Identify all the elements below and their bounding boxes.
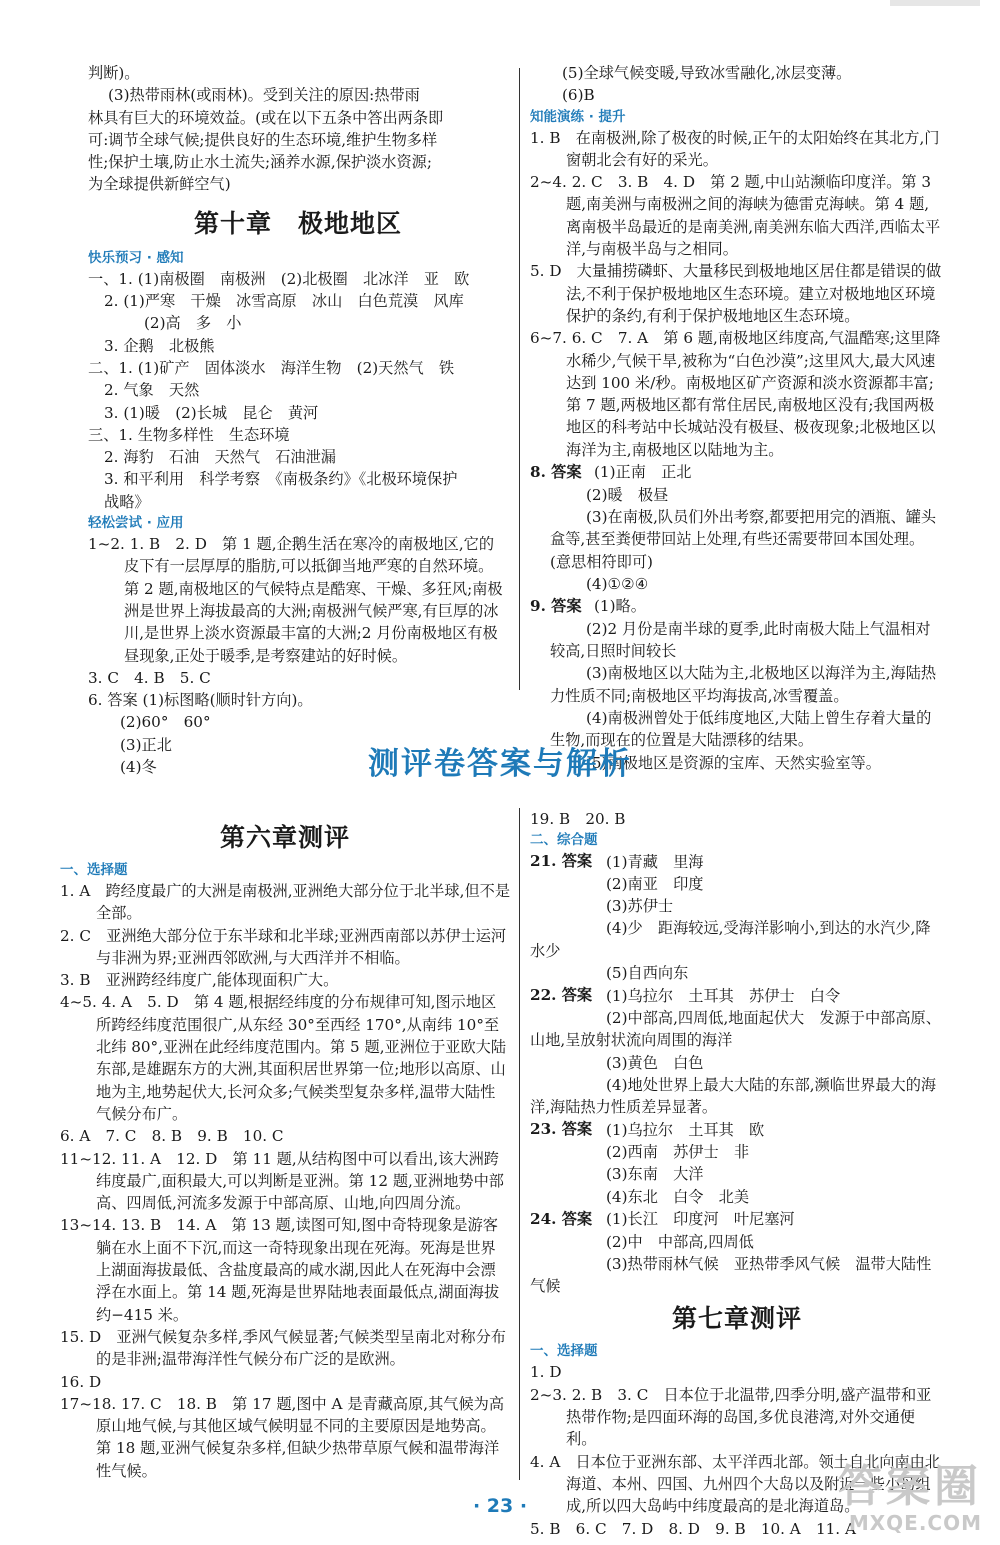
answer-label: 22. 答案 [530,986,593,1005]
section-heading: 一、选择题 [530,1343,598,1360]
text-line: (6)B [562,86,595,105]
answer-item: 2~3. 2. B 3. C 日本位于北温带,四季分明,盛产温带和亚热带作物;是四面环海的岛国,多优良港湾,对外交通便利。 [530,1385,932,1449]
watermark-url: MXQE.COM [848,1511,982,1535]
answer-line: (3)正北 [120,735,172,754]
answer-line: (2)中 中部高,四周低 [606,1232,754,1251]
answer-line: (4)冬 [120,758,157,777]
answer-line: (2)暖 极昼 [586,485,669,504]
chapter-title: 第十章 极地地区 [193,208,402,238]
section-heading: 一、选择题 [60,862,128,878]
text-line: (3)热带雨林(或雨林)。受到关注的原因:热带雨 [108,86,420,105]
answer-line: (3)东南 大洋 [606,1165,704,1184]
answer-line: (1)正南 正北 [594,463,692,482]
answer-item: 1. A 跨经度最广的大洲是南极洲,亚洲绝大部分位于北半球,但不是全部。 [60,882,511,923]
answer-item: 6~7. 6. C 7. A 第 6 题,南极地区纬度高,气温酷寒;这里降水稀少,气候干旱,被称为“白色沙漠”;这里风大,最大风速达到 100 米/秒。南极地区矿产资源和淡水资源都丰富;第 7 题,两极地区都有常住居民,南极地区没有;我国两极地区的科考站中长城站没有极昼、极夜现象;北极地区以海洋为主,南极地区以陆地为主。 [530,329,941,459]
section-title: 测评卷答案与解析 [368,746,632,782]
section-heading: 快乐预习 · 感知 [88,249,184,266]
answer-item: 5. D 大量捕捞磷虾、大量移民到极地地区居住都是错误的做法,不利于保护极地地区生态环境。建立对极地地区环境保护的条约,有利于保护极地地区生态环境。 [530,262,942,325]
column-divider [519,68,520,690]
answer-line: 2. 气象 天然 [104,381,200,400]
answer-item: 2~4. 2. C 3. B 4. D 第 2 题,中山站濒临印度洋。第 3 题,南美洲与南极洲之间的海峡为德雷克海峡。第 4 题,离南极半岛最近的是南美洲,南美洲东临大西洋,西临太平洋,与南极半岛与之相同。 [530,173,941,259]
answer-label: 21. 答案 [530,852,593,871]
watermark [838,1463,982,1535]
column-divider [519,808,520,1480]
answer-line: 3. (1)暖 (2)长城 昆仑 黄河 [104,403,319,422]
answer-line: (2)西南 苏伊士 非 [606,1143,750,1162]
text-line: (5)全球气候变暖,导致冰雪融化,冰层变薄。 [562,64,852,82]
answer-line: (3)黄色 白色 [606,1053,704,1072]
answer-line: (2)60° 60° [120,713,211,732]
top-right-column [530,62,944,774]
answer-item: 16. D [60,1372,102,1391]
answer-line: (1)略。 [594,597,646,616]
text-line: 性;保护土壤,防止水土流失;涵养水源,保护淡水资源; [88,153,432,172]
answer-line: (1)青藏 里海 [606,852,704,871]
answer-item: 17~18. 17. C 18. B 第 17 题,图中 A 是青藏高原,其气候为高原山地气候,与其他区域气候明显不同的主要原因是地势高。第 18 题,亚洲气候复杂多样,但缺少热带草原气候和温带海洋性气候。 [60,1394,505,1480]
answer-line: (4)地处世界上最大大陆的东部,濒临世界最大的海洋,海陆热力性质差异显著。 [530,1075,937,1117]
answer-line: (1)长江 印度河 叶尼塞河 [606,1210,795,1229]
answer-item: 13~14. 13. B 14. A 第 13 题,读图可知,图中奇特现象是游客躺在水上面不下沉,而这一奇特现象出现在死海。死海是世界上湖面海拔最低、含盐度最高的咸水湖,因此人在死海中会漂浮在水面上。第 14 题,死海是世界陆地表面最低点,湖面海拔约−415 米。 [60,1216,500,1324]
answer-label: 23. 答案 [530,1120,593,1139]
section-heading: 知能演练 · 提升 [530,108,626,125]
answer-line: 2. (1)严寒 干燥 冰雪高原 冰山 白色荒漠 风库 [104,292,464,311]
answer-line: (3)苏伊士 [606,897,674,916]
answer-line: 19. B 20. B [530,810,626,828]
answer-item: 6. A 7. C 8. B 9. B 10. C [60,1127,284,1146]
answer-item: 2. C 亚洲绝大部分位于东半球和北半球;亚洲西南部以苏伊士运河与非洲为界;亚洲西邻欧洲,与大西洋并不相临。 [60,926,507,967]
answer-line: (2)高 多 小 [144,314,242,333]
answer-label: 9. 答案 [530,597,582,616]
answer-item: 4. A 日本位于亚洲东部、太平洋西北部。领土自北向南由北海道、本州、四国、九州四个大岛以及附近一些小岛组成,所以四大岛屿中纬度最高的是北海道岛。 [530,1452,940,1516]
answer-item: 1~2. 1. B 2. D 第 1 题,企鹅生活在寒冷的南极地区,它的皮下有一层厚厚的脂肪,可以抵御当地严寒的自然环境。第 2 题,南极地区的气候特点是酷寒、干燥、多狂风;南极洲是世界上海拔最高的大洲;南极洲气候严寒,有巨厚的冰川,是世界上淡水资源最丰富的大洲;2 月份南极地区有极昼现象,正处于暖季,是考察建站的好时候。 [88,535,503,665]
answer-line: 二、1. (1)矿产 固体淡水 海洋生物 (2)天然气 铁 [88,358,455,377]
section-heading: 二、综合题 [530,832,598,849]
answer-line: 3. C 4. B 5. C [88,668,211,687]
answer-line: (1)乌拉尔 土耳其 欧 [606,1120,765,1139]
text-line: 为全球提供新鲜空气) [88,175,231,194]
bottom-right-column [530,808,944,1540]
top-left-column [88,62,508,778]
answer-item: 4~5. 4. A 5. D 第 4 题,根据经纬度的分布规律可知,图示地区所跨经纬度范围很广,从东经 30°至西经 170°,从南纬 10°至北纬 80°,亚洲在此经纬度范围内。第 5 题,亚洲位于亚欧大陆东部,是雄踞东方的大洲,其面积居世界第一位;地形以高原、山地为主,地势起伏大,长河众多;气候类型复杂多样,温带大陆性气候分布广。 [60,993,507,1123]
answer-line: (2)南亚 印度 [606,874,704,893]
answer-line: 2. 海豹 石油 天然气 石油泄漏 [104,448,336,467]
bottom-left-column [60,816,510,1482]
answer-line: 6. 答案 (1)标图略(顺时针方向)。 [88,691,313,710]
answer-line: 三、1. 生物多样性 生态环境 [88,425,290,444]
answer-line: 3. 和平利用 科学考察 《南极条约》《北极环境保护 [104,470,458,489]
watermark-logo: 答案圈 [838,1461,982,1512]
text-line: 可:调节全球气候;提供良好的生态环境,维护生物多样 [88,130,438,149]
answer-item: 3. B 亚洲跨经纬度广,能体现面积广大。 [60,971,339,990]
text-line: 林具有巨大的环境效益。(或在以下五条中答出两条即 [88,108,444,127]
answer-line: 一、1. (1)南极圈 南极洲 (2)北极圈 北冰洋 亚 欧 [88,269,470,288]
chapter-title: 第七章测评 [671,1304,802,1334]
answer-label: 24. 答案 [530,1209,593,1228]
answer-item: 5. B 6. C 7. D 8. D 9. B 10. A 11. A [530,1519,856,1538]
answer-item: 1. B 在南极洲,除了极夜的时候,正午的太阳始终在其北方,门窗朝北会有好的采光。 [530,128,940,169]
answer-line: 3. 企鹅 北极熊 [104,336,215,355]
section-heading: 轻松尝试 · 应用 [88,515,184,532]
answer-label: 8. 答案 [530,463,582,482]
answer-line: (2)2 月份是南半球的夏季,此时南极大陆上气温相对较高,日照时间较长 [550,619,931,661]
answer-line: (4)①②④ [586,574,649,593]
answer-line: (3)热带雨林气候 亚热带季风气候 温带大陆性气候 [530,1254,932,1296]
answer-line: (4)少 距海较远,受海洋影响小,到达的水汽少,降水少 [530,919,931,960]
page-number: · 23 · [472,1495,528,1517]
answer-line: (3)南极地区以大陆为主,北极地区以海洋为主,海陆热力性质不同;南极地区平均海拔高,冰雪覆盖。 [550,664,937,705]
text-line: 判断)。 [88,64,140,82]
chapter-title: 第六章测评 [219,823,350,852]
answer-line: (4)东北 白令 北美 [606,1187,750,1206]
answer-line: (3)在南极,队员们外出考察,都要把用完的酒瓶、罐头盒等,甚至粪便带回站上处理,有些还需要带回本国处理。(意思相符即可) [550,507,937,571]
answer-item: 15. D 亚洲气候复杂多样,季风气候显著;气候类型呈南北对称分布的是非洲;温带海洋性气候分布广泛的是欧洲。 [60,1327,506,1369]
answer-line: (2)中部高,四周低,地面起伏大 发源于中部高原、山地,呈放射状流向周围的海洋 [530,1008,941,1050]
answer-item: 11~12. 11. A 12. D 第 11 题,从结构图中可以看出,该大洲跨纬度最广,面积最大,可以判断是亚洲。第 12 题,亚洲地势中部高、四周低,河流多发源于中部高原、山地,向四周分流。 [60,1149,504,1213]
answer-line: (5)南极地区是资源的宝库、天然实验室等。 [586,753,881,772]
answer-item: 1. D [530,1363,562,1382]
answer-line: 战略》 [104,492,150,511]
answer-line: (1)乌拉尔 土耳其 苏伊士 白令 [606,986,841,1005]
top-edge-bar [890,0,980,6]
answer-line: (5)自西向东 [606,964,689,983]
answer-line: (4)南极洲曾处于低纬度地区,大陆上曾生存着大量的生物,而现在的位置是大陆漂移的结果。 [550,708,932,750]
